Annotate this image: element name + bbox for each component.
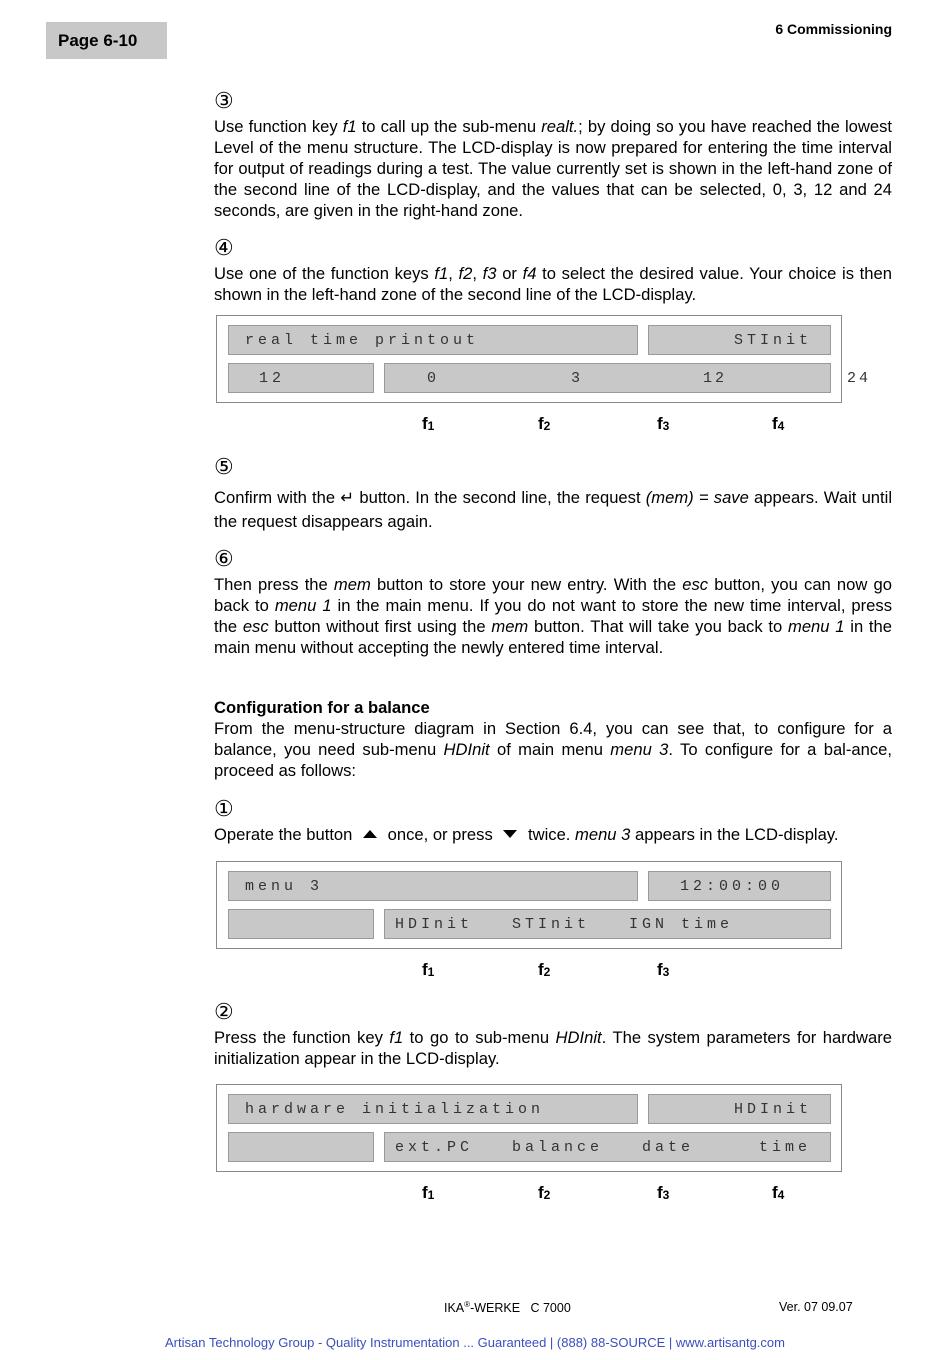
config-text: From the menu-structure diagram in Section 6.4, you can see that, to configure for a balance, you need sub-menu HDInit of main menu menu 3. To configure for a bal-ance, proceed as follows: [214,719,892,780]
lcd-line2-left: 12 [228,363,374,393]
lcd-line1-right: HDInit [648,1094,831,1124]
lcd-line1-right: 12:00:00 [648,871,831,901]
footer-version: Ver. 07 09.07 [779,1300,853,1314]
f2-key-label: $f_2$ [538,1183,551,1202]
arrow-down-icon [503,830,517,838]
f2-key-label: $f_2$ [538,414,551,433]
step-number: ③ [214,88,234,113]
config-section [214,697,892,781]
chapter-title: 6 Commissioning [775,21,892,37]
step-1 [214,798,892,845]
step-number: ⑤ [214,454,234,479]
step-5-text: Confirm with the ↵ button. In the second line, the request (mem) = save appears. Wait until the request disappears again. [214,488,893,531]
arrow-up-icon [363,830,377,838]
step-1-text: Operate the button once, or press twice. menu 3 appears in the LCD-display. [214,825,839,844]
lcd-line2-left [228,1132,374,1162]
f2-key-label: $f_2$ [538,960,551,979]
step-6-text: Then press the mem button to store your new entry. With the esc button, you can now go back to menu 1 in the main menu. If you do not want to store the new time interval, press the esc button without first using the mem button. That will take you back to menu 1 in the main menu without accepting the newly entered time interval. [214,575,892,657]
lcd-line1-right: STInit [648,325,831,355]
lcd-display-menu3 [216,861,842,949]
lcd-line1-left: menu 3 [228,871,638,901]
step-2-text: Press the function key f1 to go to sub-menu HDInit. The system parameters for hardware initialization appear in the LCD-display. [214,1028,892,1068]
lcd-display-realtime [216,315,872,403]
step-6 [214,548,892,658]
f3-key-label: $f_3$ [657,414,670,433]
step-number: ① [214,796,234,821]
step-number: ⑥ [214,546,234,571]
f4-key-label: $f_4$ [772,414,785,433]
lcd-line2-right: HDInit STInit IGN time [384,909,831,939]
step-4-text: Use one of the function keys f1, f2, f3 or f4 to select the desired value. Your choice is then shown in the left-hand zone of the second line of the LCD-display. [214,264,892,304]
section-heading: Configuration for a balance [214,698,430,717]
step-number: ② [214,999,234,1024]
f4-key-label: $f_4$ [772,1183,785,1202]
f3-key-label: $f_3$ [657,1183,670,1202]
f3-key-label: $f_3$ [657,960,670,979]
lcd-line2-left [228,909,374,939]
lcd-line1-left: hardware initialization [228,1094,638,1124]
f1-key-label: $f_1$ [422,414,435,433]
step-4 [214,237,892,305]
step-number: ④ [214,235,234,260]
lcd-line2-right: 0 3 12 24 [384,363,831,393]
lcd-line2-right: ext.PC balance date time [384,1132,831,1162]
lcd-display-hdinit [216,1084,842,1172]
lcd-line1-left: real time printout [228,325,638,355]
step-2 [214,1001,892,1069]
page-number: Page 6-10 [58,30,138,50]
page-number-tab [46,22,167,59]
f1-key-label: $f_1$ [422,1183,435,1202]
footer-link[interactable]: Artisan Technology Group - Quality Instrumentation ... Guaranteed | (888) 88-SOURCE | www.artisantg.com [165,1335,785,1350]
step-3-text: Use function key f1 to call up the sub-menu realt.; by doing so you have reached the lowest Level of the menu structure. The LCD-display is now prepared for entering the time interval for output of readings during a test. The value currently set is shown in the left-hand zone of the second line of the LCD-display, and the values that can be selected, 0, 3, 12 and 24 seconds, are given in the right-hand zone. [214,117,893,220]
f1-key-label: $f_1$ [422,960,435,979]
footer-brand: IKA®-WERKE C 7000 [444,1300,571,1316]
step-3 [214,90,892,221]
step-5 [214,456,892,534]
enter-icon: ↵ [340,488,355,507]
